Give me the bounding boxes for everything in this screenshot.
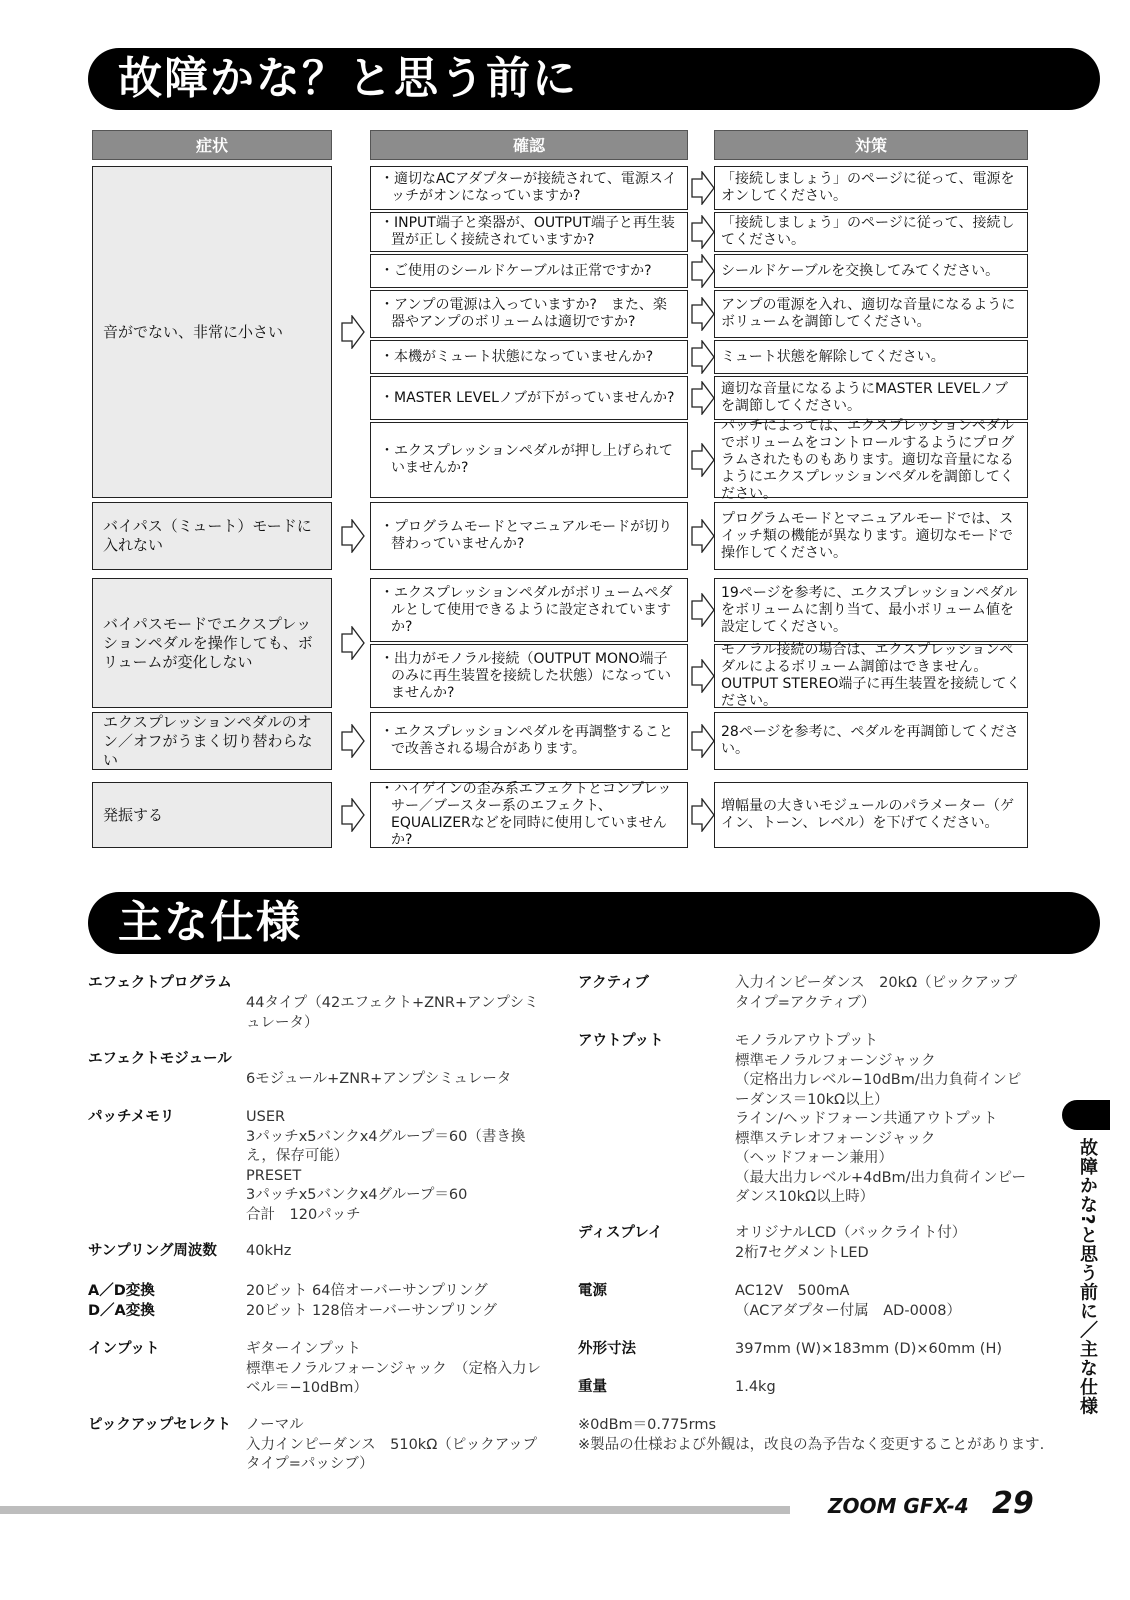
spec-value: 6モジュール+ZNR+アンプシミュレータ [246, 1071, 512, 1087]
remedy-cell: パッチによっては、エクスプレッションペダルでボリュームをコントロールするようにプログラムされたものもあります。適切な音量になるようにエクスプレッションペダルを調節してください。 [714, 422, 1028, 498]
spec-label: インプット [88, 1341, 160, 1357]
section-title-specs: 主な仕様 [88, 892, 1100, 954]
check-cell: ・適切なACアダプターが接続されて、電源スイッチがオンになっていますか? [370, 166, 688, 210]
arrow-icon [340, 519, 366, 553]
spec-value: AC12V 500mA （ACアダプター付属 AD-0008） [735, 1283, 961, 1319]
spec-value: 40kHz [246, 1243, 292, 1259]
remedy-cell: 適切な音量になるようにMASTER LEVELノブを調節してください。 [714, 376, 1028, 420]
side-tab-marker [1062, 1100, 1110, 1130]
arrow-icon [690, 593, 716, 627]
footer-brand: ZOOM GFX-4 [828, 1494, 969, 1518]
remedy-cell: 増幅量の大きいモジュールのパラメーター（ゲイン、トーン、レベル）を下げてください。 [714, 782, 1028, 848]
spec-label: A／D変換 D／A変換 [88, 1283, 155, 1319]
remedy-cell: アンプの電源を入れ、適切な音量になるようにボリュームを調節してください。 [714, 290, 1028, 338]
arrow-icon [690, 659, 716, 693]
arrow-icon [340, 626, 366, 660]
spec-value: 44タイプ（42エフェクト+ZNR+アンプシミュレータ） [246, 995, 539, 1031]
check-cell: ・MASTER LEVELノブが下がっていませんか? [370, 376, 688, 420]
spec-value: 397mm (W)×183mm (D)×60mm (H) [735, 1341, 1003, 1357]
arrow-icon [690, 171, 716, 205]
spec-value: オリジナルLCD（バックライト付） 2桁7セグメントLED [735, 1225, 967, 1261]
spec-label: エフェクトプログラム [88, 975, 232, 991]
spec-value: 20ビット 64倍オーバーサンプリング 20ビット 128倍オーバーサンプリング [246, 1283, 497, 1319]
spec-value: 1.4kg [735, 1379, 776, 1395]
check-cell: ・本機がミュート状態になっていませんか? [370, 340, 688, 374]
spec-label: 重量 [578, 1379, 607, 1395]
spec-label: ピックアップセレクト [88, 1417, 231, 1433]
spec-note: ※製品の仕様および外観は，改良の為予告なく変更することがあります. [578, 1437, 1045, 1453]
arrow-icon [690, 798, 716, 832]
header-check: 確認 [370, 130, 688, 160]
symptom-cell: エクスプレッションペダルのオン／オフがうまく切り替わらない [92, 712, 332, 770]
footer-bar [0, 1506, 790, 1514]
remedy-cell: シールドケーブルを交換してみてください。 [714, 254, 1028, 288]
spec-label: アウトプット [578, 1033, 664, 1049]
symptom-cell: バイパスモードでエクスプレッションペダルを操作しても、ボリュームが変化しない [92, 578, 332, 708]
check-cell: ・アンプの電源は入っていますか? また、楽器やアンプのボリュームは適切ですか? [370, 290, 688, 338]
remedy-cell: プログラムモードとマニュアルモードでは、スイッチ類の機能が異なります。適切なモードで操作してください。 [714, 502, 1028, 570]
symptom-cell: バイパス（ミュート）モードに入れない [92, 502, 332, 570]
remedy-cell: 「接続しましょう」のページに従って、接続してください。 [714, 212, 1028, 252]
arrow-icon [690, 381, 716, 415]
arrow-icon [690, 215, 716, 249]
check-cell: ・プログラムモードとマニュアルモードが切り替わっていませんか? [370, 502, 688, 570]
section-title-troubleshooting: 故障かな？と思う前に [88, 48, 1100, 110]
check-cell: ・ご使用のシールドケーブルは正常ですか? [370, 254, 688, 288]
spec-label: ディスプレイ [578, 1225, 663, 1241]
remedy-cell: 28ページを参考に、ペダルを再調節してください。 [714, 712, 1028, 770]
spec-label: パッチメモリ [88, 1109, 175, 1125]
arrow-icon [690, 443, 716, 477]
remedy-cell: 19ページを参考に、エクスプレッションペダルをボリュームに割り当て、最小ボリューム値を設定してください。 [714, 578, 1028, 642]
spec-value: 入力インピーダンス 20kΩ（ピックアップ タイプ=アクティブ） [735, 975, 1032, 1011]
spec-value: ノーマル 入力インピーダンス 510kΩ（ピックアップ タイプ=パッシブ） [246, 1417, 538, 1472]
symptom-cell: 音がでない、非常に小さい [92, 166, 332, 498]
arrow-icon [340, 315, 366, 349]
arrow-icon [690, 297, 716, 331]
spec-label: アクティブ [578, 975, 649, 991]
spec-value: ギターインプット 標準モノラルフォーンジャック （定格入力レベル＝−10dBm） [246, 1341, 542, 1396]
remedy-cell: ミュート状態を解除してください。 [714, 340, 1028, 374]
spec-label: 外形寸法 [578, 1341, 636, 1357]
arrow-icon [690, 724, 716, 758]
check-cell: ・エクスプレッションペダルを再調整することで改善される場合があります。 [370, 712, 688, 770]
spec-label: 電源 [578, 1283, 607, 1299]
header-remedy: 対策 [714, 130, 1028, 160]
check-cell: ・エクスプレッションペダルが押し上げられていませんか? [370, 422, 688, 498]
spec-label: エフェクトモジュール [88, 1051, 232, 1067]
check-cell: ・エクスプレッションペダルがボリュームペダルとして使用できるように設定されていますか? [370, 578, 688, 642]
symptom-cell: 発振する [92, 782, 332, 848]
check-cell: ・出力がモノラル接続（OUTPUT MONO端子のみに再生装置を接続した状態）になっていませんか? [370, 644, 688, 708]
arrow-icon [690, 340, 716, 374]
spec-note: ※0dBm＝0.775rms [578, 1417, 717, 1433]
arrow-icon [690, 254, 716, 288]
arrow-icon [340, 798, 366, 832]
arrow-icon [340, 724, 366, 758]
page-number: 29 [992, 1486, 1034, 1521]
check-cell: ・INPUT端子と楽器が、OUTPUT端子と再生装置が正しく接続されていますか? [370, 212, 688, 252]
spec-value: モノラルアウトプット 標準モノラルフォーンジャック （定格出力レベル−10dBm/出力負荷インピーダンス＝10kΩ以上） ライン/ヘッドフォーン共通アウトプット 標準ステレオフォーンジャック （ヘッドフォーン兼用） （最大出力レベル+4dBm/出力負荷インピーダンス10kΩ以上時） [735, 1033, 1026, 1205]
header-symptom: 症状 [92, 130, 332, 160]
side-tab-label: 故障かな?と思う前に／主な仕様 [1077, 1138, 1098, 1416]
spec-label: サンプリング周波数 [88, 1243, 217, 1259]
arrow-icon [690, 519, 716, 553]
remedy-cell: モノラル接続の場合は、エクスプレッションペダルによるボリューム調節はできません。OUTPUT STEREO端子に再生装置を接続してください。 [714, 644, 1028, 708]
spec-value: USER 3パッチx5バンクx4グループ＝60（書き換え，保存可能） PRESET 3パッチx5バンクx4グループ＝60 合計 120パッチ [246, 1109, 526, 1223]
check-cell: ・ハイゲインの歪み系エフェクトとコンプレッサー／ブースター系のエフェクト、EQUALIZERなどを同時に使用していませんか? [370, 782, 688, 848]
remedy-cell: 「接続しましょう」のページに従って、電源をオンしてください。 [714, 166, 1028, 210]
